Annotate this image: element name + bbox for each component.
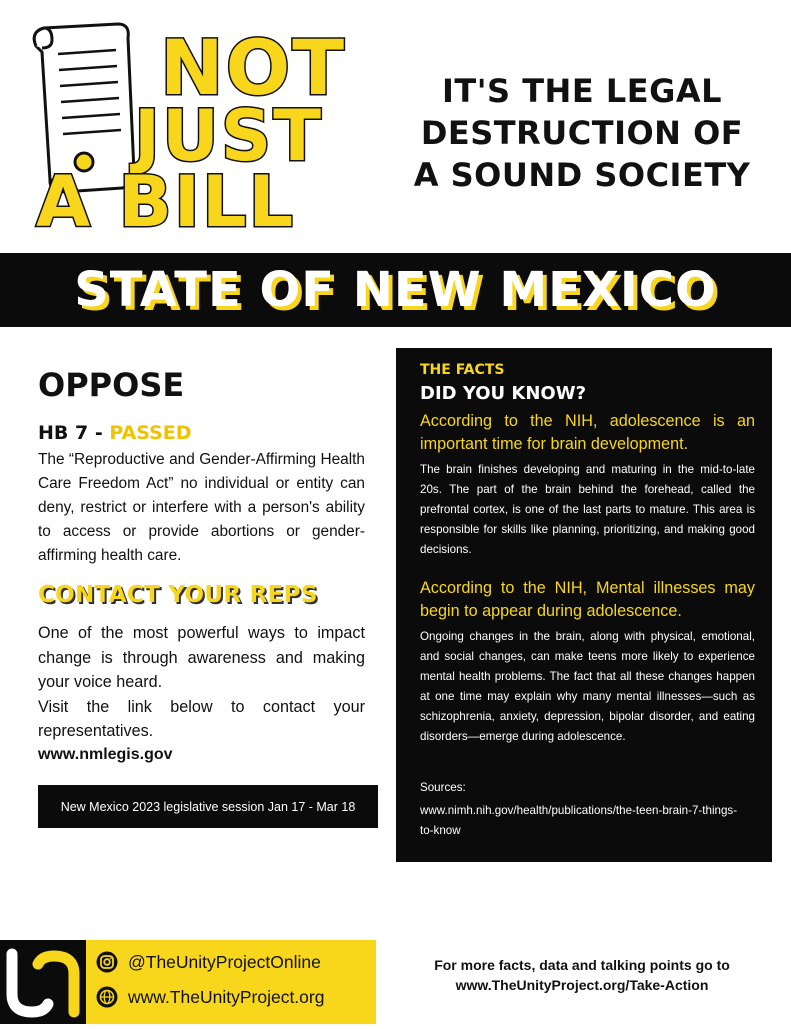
instagram-icon [96,951,118,973]
bill-line [38,422,192,444]
logo-word-not: NOT [160,23,347,112]
bill-status: PASSED [109,422,192,444]
unity-project-logo-icon [0,940,86,1024]
instagram-link[interactable] [96,951,321,973]
logo-word-just: JUST [134,95,324,177]
sources-link[interactable]: www.nimh.nih.gov/health/publications/the-teen-brain-7-things-to-know [420,804,738,837]
facts-panel [396,348,772,862]
headline-line-1: IT'S THE LEGAL [442,72,722,110]
bill-description: The “Reproductive and Gender-Affirming Health Care Freedom Act” no individual or entity can deny, restrict or interfere with a person's ability to access or provide abortions or gender-affirming health care. [38,451,365,564]
facts-label: THE FACTS [420,362,505,378]
session-note [38,785,378,828]
footer-call-to-action [408,955,756,995]
contact-body-paragraph-2: Visit the link below to contact your representatives. [38,697,365,740]
globe-icon [96,986,118,1008]
contact-reps-heading: CONTACT YOUR REPS [38,582,318,608]
fact-1-body: The brain finishes developing and maturing in the mid-to-late 20s. The part of the brain behind the forehead, called the prefrontal cortex, is one of the last parts to mature. This area is responsible for skills like planning, prioritizing, and making good decisions. [420,463,755,556]
headline [392,70,772,196]
instagram-handle: @TheUnityProjectOnline [128,951,321,972]
footer-cta-line-1: For more facts, data and talking points go to [434,957,730,973]
session-note-text: New Mexico 2023 legislative session Jan 17 - Mar 18 [60,799,356,814]
oppose-heading: OPPOSE [38,366,185,404]
unity-project-logo [0,940,86,1024]
contact-reps-body [38,621,365,744]
fact-2-highlight: According to the NIH, Mental illnesses may begin to appear during adolescence. [420,579,755,620]
website-link[interactable] [96,986,324,1008]
sources-label: Sources: [420,781,466,794]
facts-heading: DID YOU KNOW? [420,383,587,404]
not-just-a-bill-logo [22,12,382,234]
bill-number: HB 7 - [38,422,110,444]
nmlegis-link[interactable]: www.nmlegis.gov [38,746,173,763]
headline-line-2: DESTRUCTION OF [420,114,744,152]
headline-line-3: A SOUND SOCIETY [413,156,751,194]
fact-2-body: Ongoing changes in the brain, along with physical, emotional, and social changes, can make teens more likely to experience mental health problems. The fact that all these changes happen at one time may explain why many mental illnesses—such as schizophrenia, anxiety, depression, bipolar disorder, and eating disorders—emerge during adolescence. [420,630,755,743]
social-links [86,940,376,1024]
banner-title: STATE OF NEW MEXICO [74,262,717,318]
logo-word-a-bill: A BILL [36,161,296,234]
fact-1-highlight: According to the NIH, adolescence is an important time for brain development. [420,412,755,453]
website-url: www.TheUnityProject.org [128,986,325,1007]
state-banner [0,253,791,327]
contact-body-paragraph-1: One of the most powerful ways to impact change is through awareness and making your voice heard. [38,624,365,691]
take-action-link[interactable]: www.TheUnityProject.org/Take-Action [455,977,709,993]
